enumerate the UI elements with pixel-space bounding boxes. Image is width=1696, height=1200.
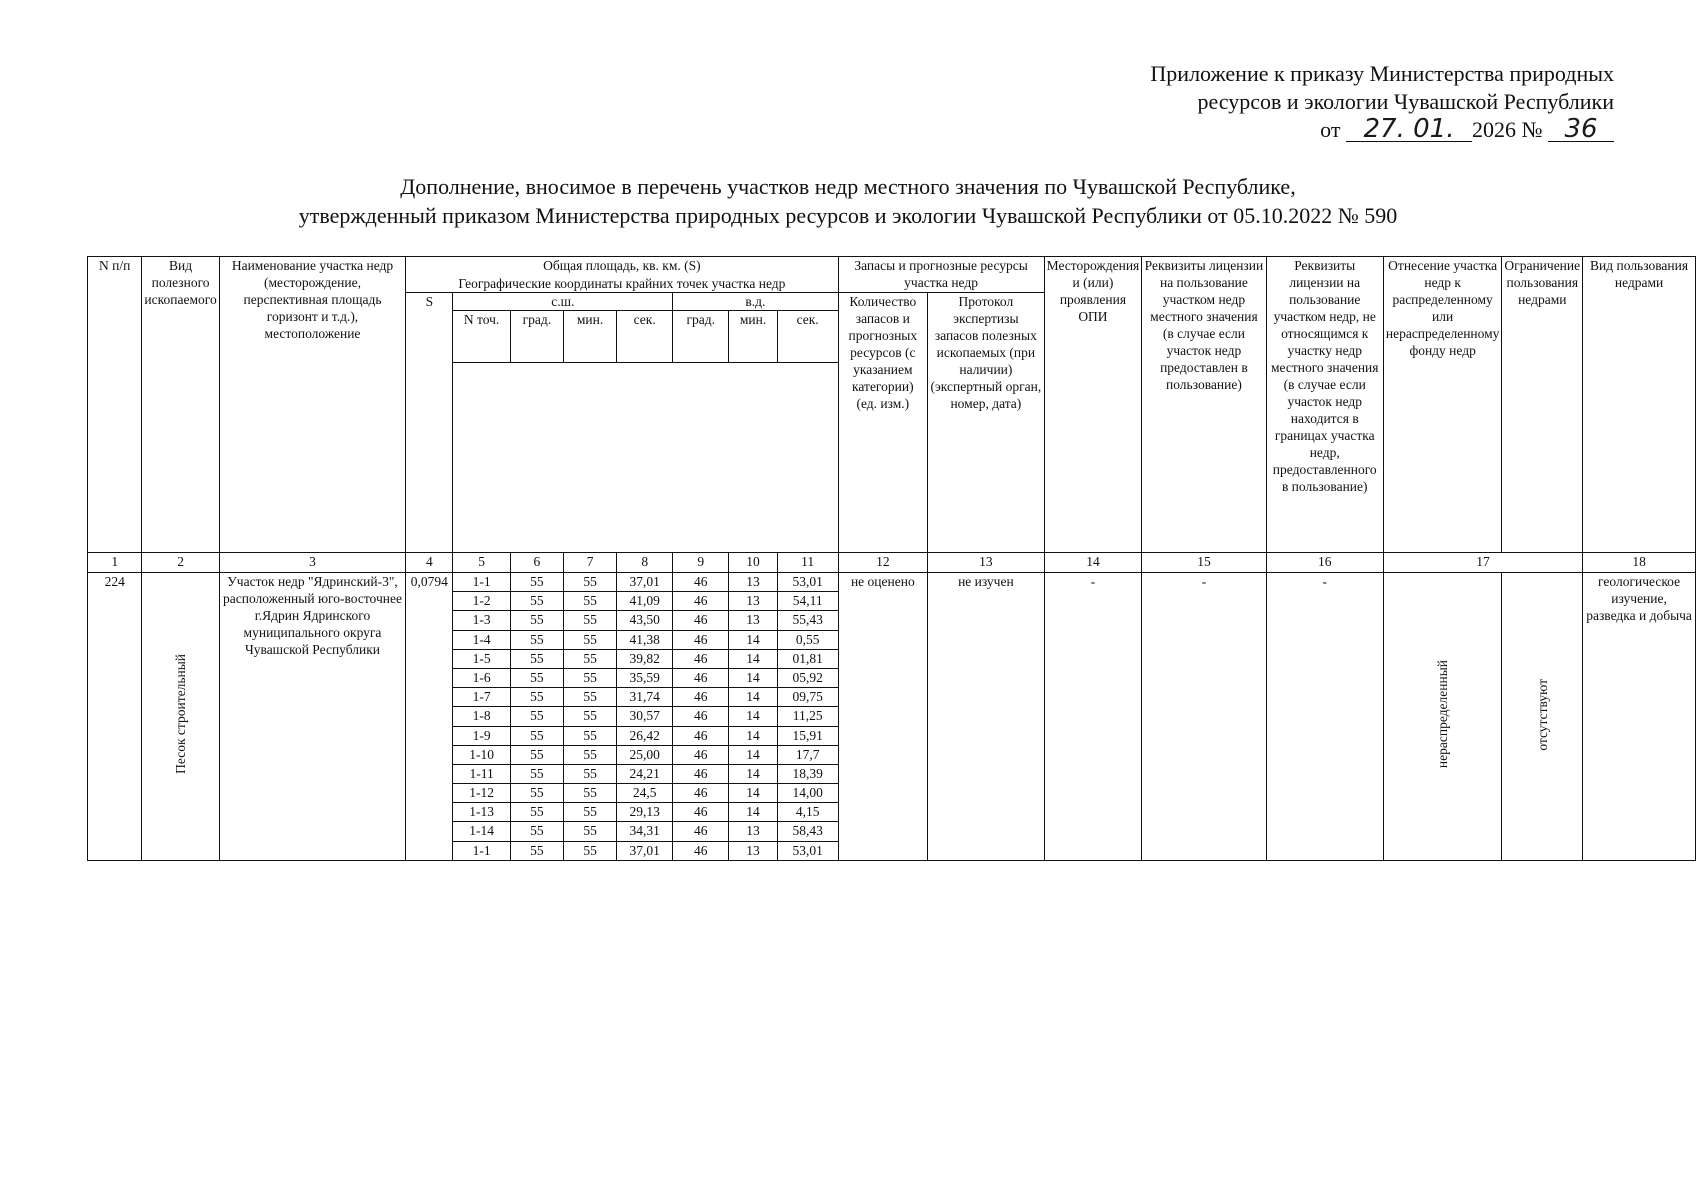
point-lon-sec: 4,15 <box>777 803 838 822</box>
point-lon-deg: 46 <box>673 764 729 783</box>
point-lat-sec: 29,13 <box>617 803 673 822</box>
point-lon-min: 13 <box>729 611 777 630</box>
row-deposits: - <box>1044 573 1142 861</box>
header-s: S <box>406 293 453 553</box>
col-number: 14 <box>1044 553 1142 573</box>
point-lat-sec: 31,74 <box>617 688 673 707</box>
point-lat-sec: 41,38 <box>617 630 673 649</box>
point-lat-deg: 55 <box>510 592 563 611</box>
point-lat-min: 55 <box>564 573 617 592</box>
col-number: 8 <box>617 553 673 573</box>
point-lat-min: 55 <box>564 841 617 860</box>
point-lon-sec: 55,43 <box>777 611 838 630</box>
point-lon-sec: 11,25 <box>777 707 838 726</box>
point-lon-deg: 46 <box>673 573 729 592</box>
point-lat-sec: 30,57 <box>617 707 673 726</box>
col-number: 1 <box>88 553 142 573</box>
row-usage: геологическое изучение, разведка и добыча <box>1583 573 1696 861</box>
col-number: 2 <box>142 553 219 573</box>
approval-line-2: ресурсов и экологии Чувашской Республики <box>1197 89 1614 114</box>
document-title <box>0 172 1696 230</box>
subsoil-plots-table <box>87 256 1696 861</box>
point-lat-deg: 55 <box>510 573 563 592</box>
point-lon-min: 13 <box>729 573 777 592</box>
point-lat-deg: 55 <box>510 688 563 707</box>
point-lon-min: 14 <box>729 688 777 707</box>
col-number: 17 <box>1383 553 1582 573</box>
header-protocol: Протокол экспертизы запасов полезных ископаемых (при наличии) (экспертный орган, номер, дата) <box>928 293 1045 553</box>
point-lon-min: 14 <box>729 707 777 726</box>
header-fund: Отнесение участка недр к распределенному или нераспределенному фонду недр <box>1383 257 1502 553</box>
point-lat-deg: 55 <box>510 841 563 860</box>
point-lat-deg: 55 <box>510 784 563 803</box>
point-lat-min: 55 <box>564 630 617 649</box>
point-lon-min: 14 <box>729 630 777 649</box>
point-lat-sec: 25,00 <box>617 745 673 764</box>
header-lon-min: мин. <box>729 311 777 363</box>
point-lon-min: 13 <box>729 841 777 860</box>
header-lon: в.д. <box>673 293 838 311</box>
point-lat-deg: 55 <box>510 668 563 687</box>
point-lon-deg: 46 <box>673 649 729 668</box>
point-lon-deg: 46 <box>673 745 729 764</box>
title-line-2: утвержденный приказом Министерства природных ресурсов и экологии Чувашской Республики от 05.10.2022 № 590 <box>298 203 1398 228</box>
column-numbers-row <box>88 553 1696 573</box>
row-restriction <box>1502 573 1583 861</box>
point-lon-deg: 46 <box>673 726 729 745</box>
point-id: 1-14 <box>453 822 510 841</box>
point-lat-min: 55 <box>564 726 617 745</box>
header-quantity: Количество запасов и прогнозных ресурсов (с указанием категории) (ед. изм.) <box>838 293 928 553</box>
title-line-1: Дополнение, вносимое в перечень участков недр местного значения по Чувашской Республике, <box>400 174 1296 199</box>
point-lon-deg: 46 <box>673 688 729 707</box>
point-lon-sec: 05,92 <box>777 668 838 687</box>
point-id: 1-12 <box>453 784 510 803</box>
point-lon-deg: 46 <box>673 592 729 611</box>
point-lat-sec: 24,5 <box>617 784 673 803</box>
point-lat-sec: 34,31 <box>617 822 673 841</box>
point-lat-min: 55 <box>564 649 617 668</box>
point-lon-sec: 58,43 <box>777 822 838 841</box>
point-lat-min: 55 <box>564 822 617 841</box>
point-id: 1-7 <box>453 688 510 707</box>
point-id: 1-8 <box>453 707 510 726</box>
point-id: 1-6 <box>453 668 510 687</box>
point-lat-min: 55 <box>564 688 617 707</box>
row-number: 224 <box>88 573 142 861</box>
point-lat-min: 55 <box>564 668 617 687</box>
header-license-other: Реквизиты лицензии на пользование участком недр, не относящимся к участку недр местного значения (в случае если участок недр находится в границах участка недр, предоставленного в пользование) <box>1266 257 1383 553</box>
header-license-local: Реквизиты лицензии на пользование участком недр местного значения (в случае если участок недр предоставлен в пользование) <box>1142 257 1266 553</box>
col-number: 9 <box>673 553 729 573</box>
col-number: 15 <box>1142 553 1266 573</box>
table-row <box>88 573 1696 592</box>
point-lon-min: 14 <box>729 745 777 764</box>
point-lat-sec: 37,01 <box>617 573 673 592</box>
approval-line-1: Приложение к приказу Министерства природных <box>1150 61 1614 86</box>
point-lat-deg: 55 <box>510 649 563 668</box>
point-lon-sec: 18,39 <box>777 764 838 783</box>
row-restriction-text: отсутствуют <box>1534 678 1550 751</box>
header-lat-deg: град. <box>510 311 563 363</box>
point-lat-sec: 43,50 <box>617 611 673 630</box>
row-fund <box>1383 573 1502 861</box>
point-lat-min: 55 <box>564 611 617 630</box>
point-id: 1-13 <box>453 803 510 822</box>
col-number: 13 <box>928 553 1045 573</box>
header-mineral: Вид полезного ископаемого <box>142 257 219 553</box>
point-lat-min: 55 <box>564 707 617 726</box>
header-reserves: Запасы и прогнозные ресурсы участка недр <box>838 257 1044 293</box>
point-id: 1-1 <box>453 573 510 592</box>
point-lat-deg: 55 <box>510 764 563 783</box>
point-lon-sec: 53,01 <box>777 841 838 860</box>
point-lon-min: 14 <box>729 784 777 803</box>
point-lon-sec: 53,01 <box>777 573 838 592</box>
col-number: 3 <box>219 553 406 573</box>
col-number: 12 <box>838 553 928 573</box>
point-lat-min: 55 <box>564 803 617 822</box>
point-lon-sec: 15,91 <box>777 726 838 745</box>
header-plot-name: Наименование участка недр (месторождение, перспективная площадь горизонт и т.д.), местоположение <box>219 257 406 553</box>
col-number: 4 <box>406 553 453 573</box>
header-n: N п/п <box>88 257 142 553</box>
header-restriction: Ограничение пользования недрами <box>1502 257 1583 553</box>
point-lon-min: 13 <box>729 822 777 841</box>
row-protocol: не изучен <box>928 573 1045 861</box>
point-lat-deg: 55 <box>510 707 563 726</box>
point-lon-min: 14 <box>729 668 777 687</box>
point-lon-min: 14 <box>729 803 777 822</box>
col-number: 10 <box>729 553 777 573</box>
col-number: 18 <box>1583 553 1696 573</box>
point-lon-sec: 0,55 <box>777 630 838 649</box>
point-lon-min: 14 <box>729 764 777 783</box>
col-number: 11 <box>777 553 838 573</box>
row-plot-name: Участок недр "Ядринский-3", расположенный юго-восточнее г.Ядрин Ядринского муниципального округа Чувашской Республики <box>219 573 406 861</box>
handwritten-number: 36 <box>1548 117 1614 142</box>
approval-line-3 <box>1054 116 1614 144</box>
point-lon-deg: 46 <box>673 822 729 841</box>
handwritten-date: 27. 01. <box>1346 117 1472 142</box>
approval-year: 2026 № <box>1472 117 1543 142</box>
row-license-local: - <box>1142 573 1266 861</box>
header-lon-deg: град. <box>673 311 729 363</box>
point-lat-deg: 55 <box>510 745 563 764</box>
row-license-other: - <box>1266 573 1383 861</box>
row-mineral-text: Песок строительный <box>173 654 189 775</box>
header-lat: с.ш. <box>453 293 673 311</box>
header-coords-spacer <box>453 363 838 553</box>
point-lat-sec: 26,42 <box>617 726 673 745</box>
header-deposits: Месторождения и (или) проявления ОПИ <box>1044 257 1142 553</box>
point-lat-deg: 55 <box>510 803 563 822</box>
point-id: 1-10 <box>453 745 510 764</box>
row-mineral <box>142 573 219 861</box>
header-lat-sec: сек. <box>617 311 673 363</box>
point-lat-min: 55 <box>564 592 617 611</box>
header-area: Общая площадь, кв. км. (S) <box>406 257 838 275</box>
point-lon-min: 13 <box>729 592 777 611</box>
point-lon-sec: 17,7 <box>777 745 838 764</box>
point-id: 1-9 <box>453 726 510 745</box>
point-lon-sec: 01,81 <box>777 649 838 668</box>
point-lat-deg: 55 <box>510 822 563 841</box>
point-lat-sec: 37,01 <box>617 841 673 860</box>
point-lon-sec: 54,11 <box>777 592 838 611</box>
point-lon-sec: 09,75 <box>777 688 838 707</box>
point-lon-deg: 46 <box>673 630 729 649</box>
point-lon-sec: 14,00 <box>777 784 838 803</box>
header-point: N точ. <box>453 311 510 363</box>
approval-block <box>1054 60 1614 144</box>
row-area: 0,0794 <box>406 573 453 861</box>
point-lat-sec: 41,09 <box>617 592 673 611</box>
point-lon-deg: 46 <box>673 707 729 726</box>
header-geo-coords: Географические координаты крайних точек участка недр <box>406 275 838 293</box>
point-lat-sec: 39,82 <box>617 649 673 668</box>
point-lon-min: 14 <box>729 726 777 745</box>
col-number: 6 <box>510 553 563 573</box>
point-lat-min: 55 <box>564 764 617 783</box>
point-lat-sec: 24,21 <box>617 764 673 783</box>
point-lat-min: 55 <box>564 745 617 764</box>
point-lat-sec: 35,59 <box>617 668 673 687</box>
point-lon-deg: 46 <box>673 668 729 687</box>
point-id: 1-11 <box>453 764 510 783</box>
point-lat-deg: 55 <box>510 726 563 745</box>
point-lat-deg: 55 <box>510 611 563 630</box>
header-lon-sec: сек. <box>777 311 838 363</box>
point-id: 1-1 <box>453 841 510 860</box>
point-lon-deg: 46 <box>673 784 729 803</box>
header-lat-min: мин. <box>564 311 617 363</box>
row-quantity: не оценено <box>838 573 928 861</box>
col-number: 7 <box>564 553 617 573</box>
point-id: 1-5 <box>453 649 510 668</box>
point-lon-deg: 46 <box>673 841 729 860</box>
row-fund-text: нераспределенный <box>1435 660 1451 769</box>
header-usage: Вид пользования недрами <box>1583 257 1696 553</box>
point-lon-min: 14 <box>729 649 777 668</box>
point-lat-deg: 55 <box>510 630 563 649</box>
point-lat-min: 55 <box>564 784 617 803</box>
point-id: 1-3 <box>453 611 510 630</box>
point-lon-deg: 46 <box>673 803 729 822</box>
point-id: 1-2 <box>453 592 510 611</box>
approval-from-label: от <box>1320 117 1341 142</box>
col-number: 16 <box>1266 553 1383 573</box>
col-number: 5 <box>453 553 510 573</box>
point-lon-deg: 46 <box>673 611 729 630</box>
point-id: 1-4 <box>453 630 510 649</box>
